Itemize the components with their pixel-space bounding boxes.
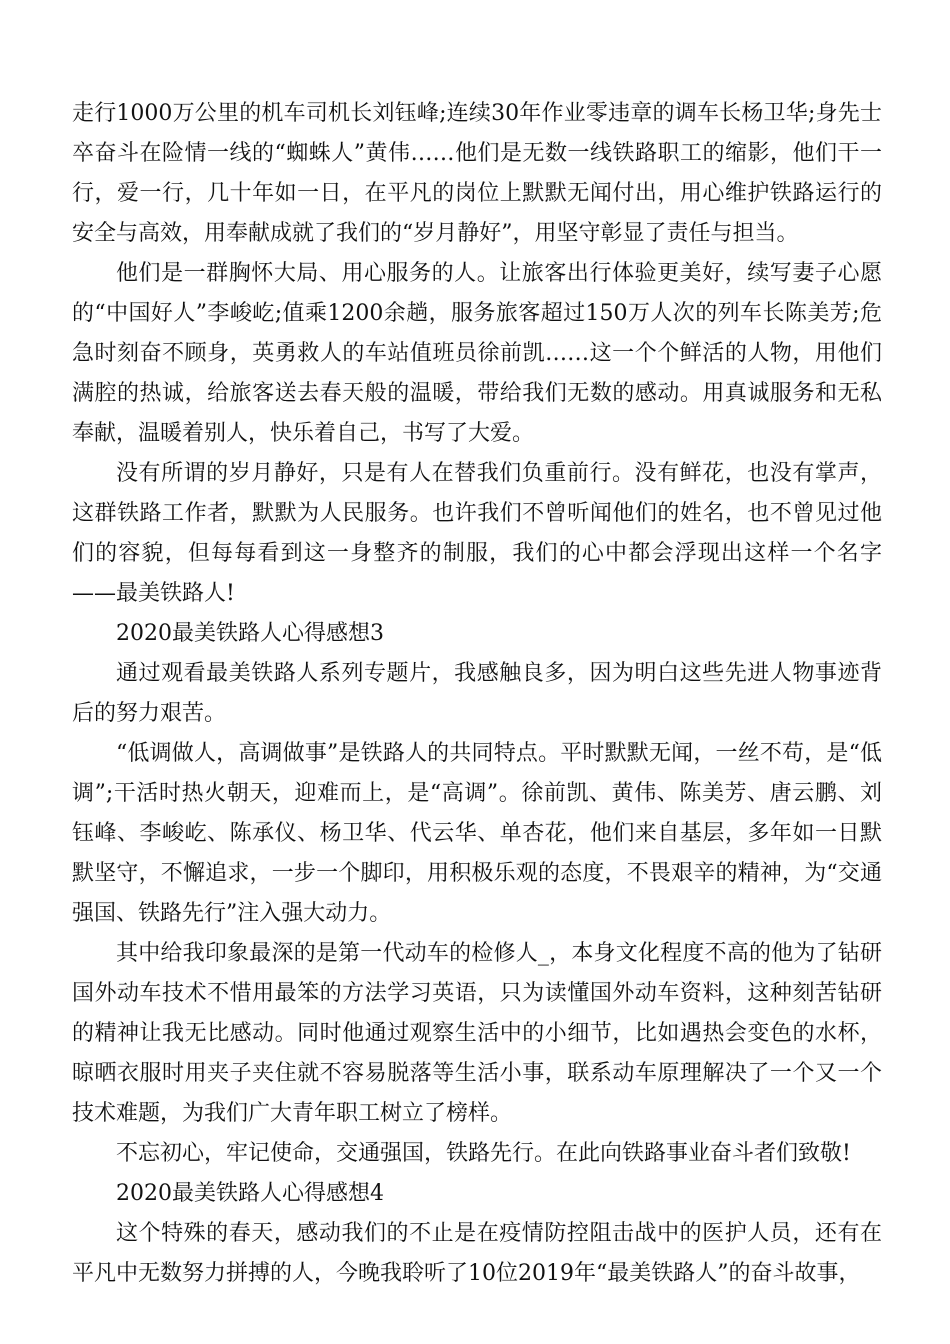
paragraph: 走行1000万公里的机车司机长刘钰峰;连续30年作业零违章的调车长杨卫华;身先士卒奋斗在险情一线的“蜘蛛人”黄伟……他们是无数一线铁路职工的缩影，他们干一行，爱一行，几十年如一日，在平凡的岗位上默默无闻付出，用心维护铁路运行的安全与高效，用奉献成就了我们的“岁月静好”，用坚守彰显了责任与担当。: [72, 101, 882, 246]
paragraph: “低调做人，高调做事”是铁路人的共同特点。平时默默无闻，一丝不苟，是“低调”;干活时热火朝天，迎难而上，是“高调”。徐前凯、黄伟、陈美芳、唐云鹏、刘钰峰、李峻屹、陈承仪、杨卫华、代云华、单杏花，他们来自基层，多年如一日默默坚守，不懈追求，一步一个脚印，用积极乐观的态度，不畏艰辛的精神，为“交通强国、铁路先行”注入强大动力。: [72, 741, 882, 926]
paragraph: 他们是一群胸怀大局、用心服务的人。让旅客出行体验更美好，续写妻子心愿的“中国好人”李峻屹;值乘1200余趟，服务旅客超过150万人次的列车长陈美芳;危急时刻奋不顾身，英勇救人的车站值班员徐前凯……这一个个鲜活的人物，用他们满腔的热诚，给旅客送去春天般的温暖，带给我们无数的感动。用真诚服务和无私奉献，温暖着别人，快乐着自己，书写了大爱。: [72, 261, 882, 446]
paragraph: 其中给我印象最深的是第一代动车的检修人_，本身文化程度不高的他为了钻研国外动车技术不惜用最笨的方法学习英语，只为读懂国外动车资料，这种刻苦钻研的精神让我无比感动。同时他通过观察生活中的小细节，比如遇热会变色的水杯，晾晒衣服时用夹子夹住就不容易脱落等生活小事，联系动车原理解决了一个又一个技术难题，为我们广大青年职工树立了榜样。: [72, 941, 882, 1126]
section-heading: 2020最美铁路人心得感想3: [116, 621, 384, 646]
paragraph: 没有所谓的岁月静好，只是有人在替我们负重前行。没有鲜花，也没有掌声，这群铁路工作者，默默为人民服务。也许我们不曾听闻他们的姓名，也不曾见过他们的容貌，但每每看到这一身整齐的制服，我们的心中都会浮现出这样一个名字——最美铁路人!: [72, 461, 882, 606]
paragraph: 通过观看最美铁路人系列专题片，我感触良多，因为明白这些先进人物事迹背后的努力艰苦。: [72, 661, 882, 726]
document-page: [72, 94, 882, 1294]
paragraph: 不忘初心，牢记使命，交通强国，铁路先行。在此向铁路事业奋斗者们致敬!: [116, 1141, 851, 1166]
paragraph: 这个特殊的春天，感动我们的不止是在疫情防控阻击战中的医护人员，还有在平凡中无数努力拼搏的人，今晚我聆听了10位2019年“最美铁路人”的奋斗故事，: [72, 1221, 882, 1286]
section-heading: 2020最美铁路人心得感想4: [116, 1181, 384, 1206]
